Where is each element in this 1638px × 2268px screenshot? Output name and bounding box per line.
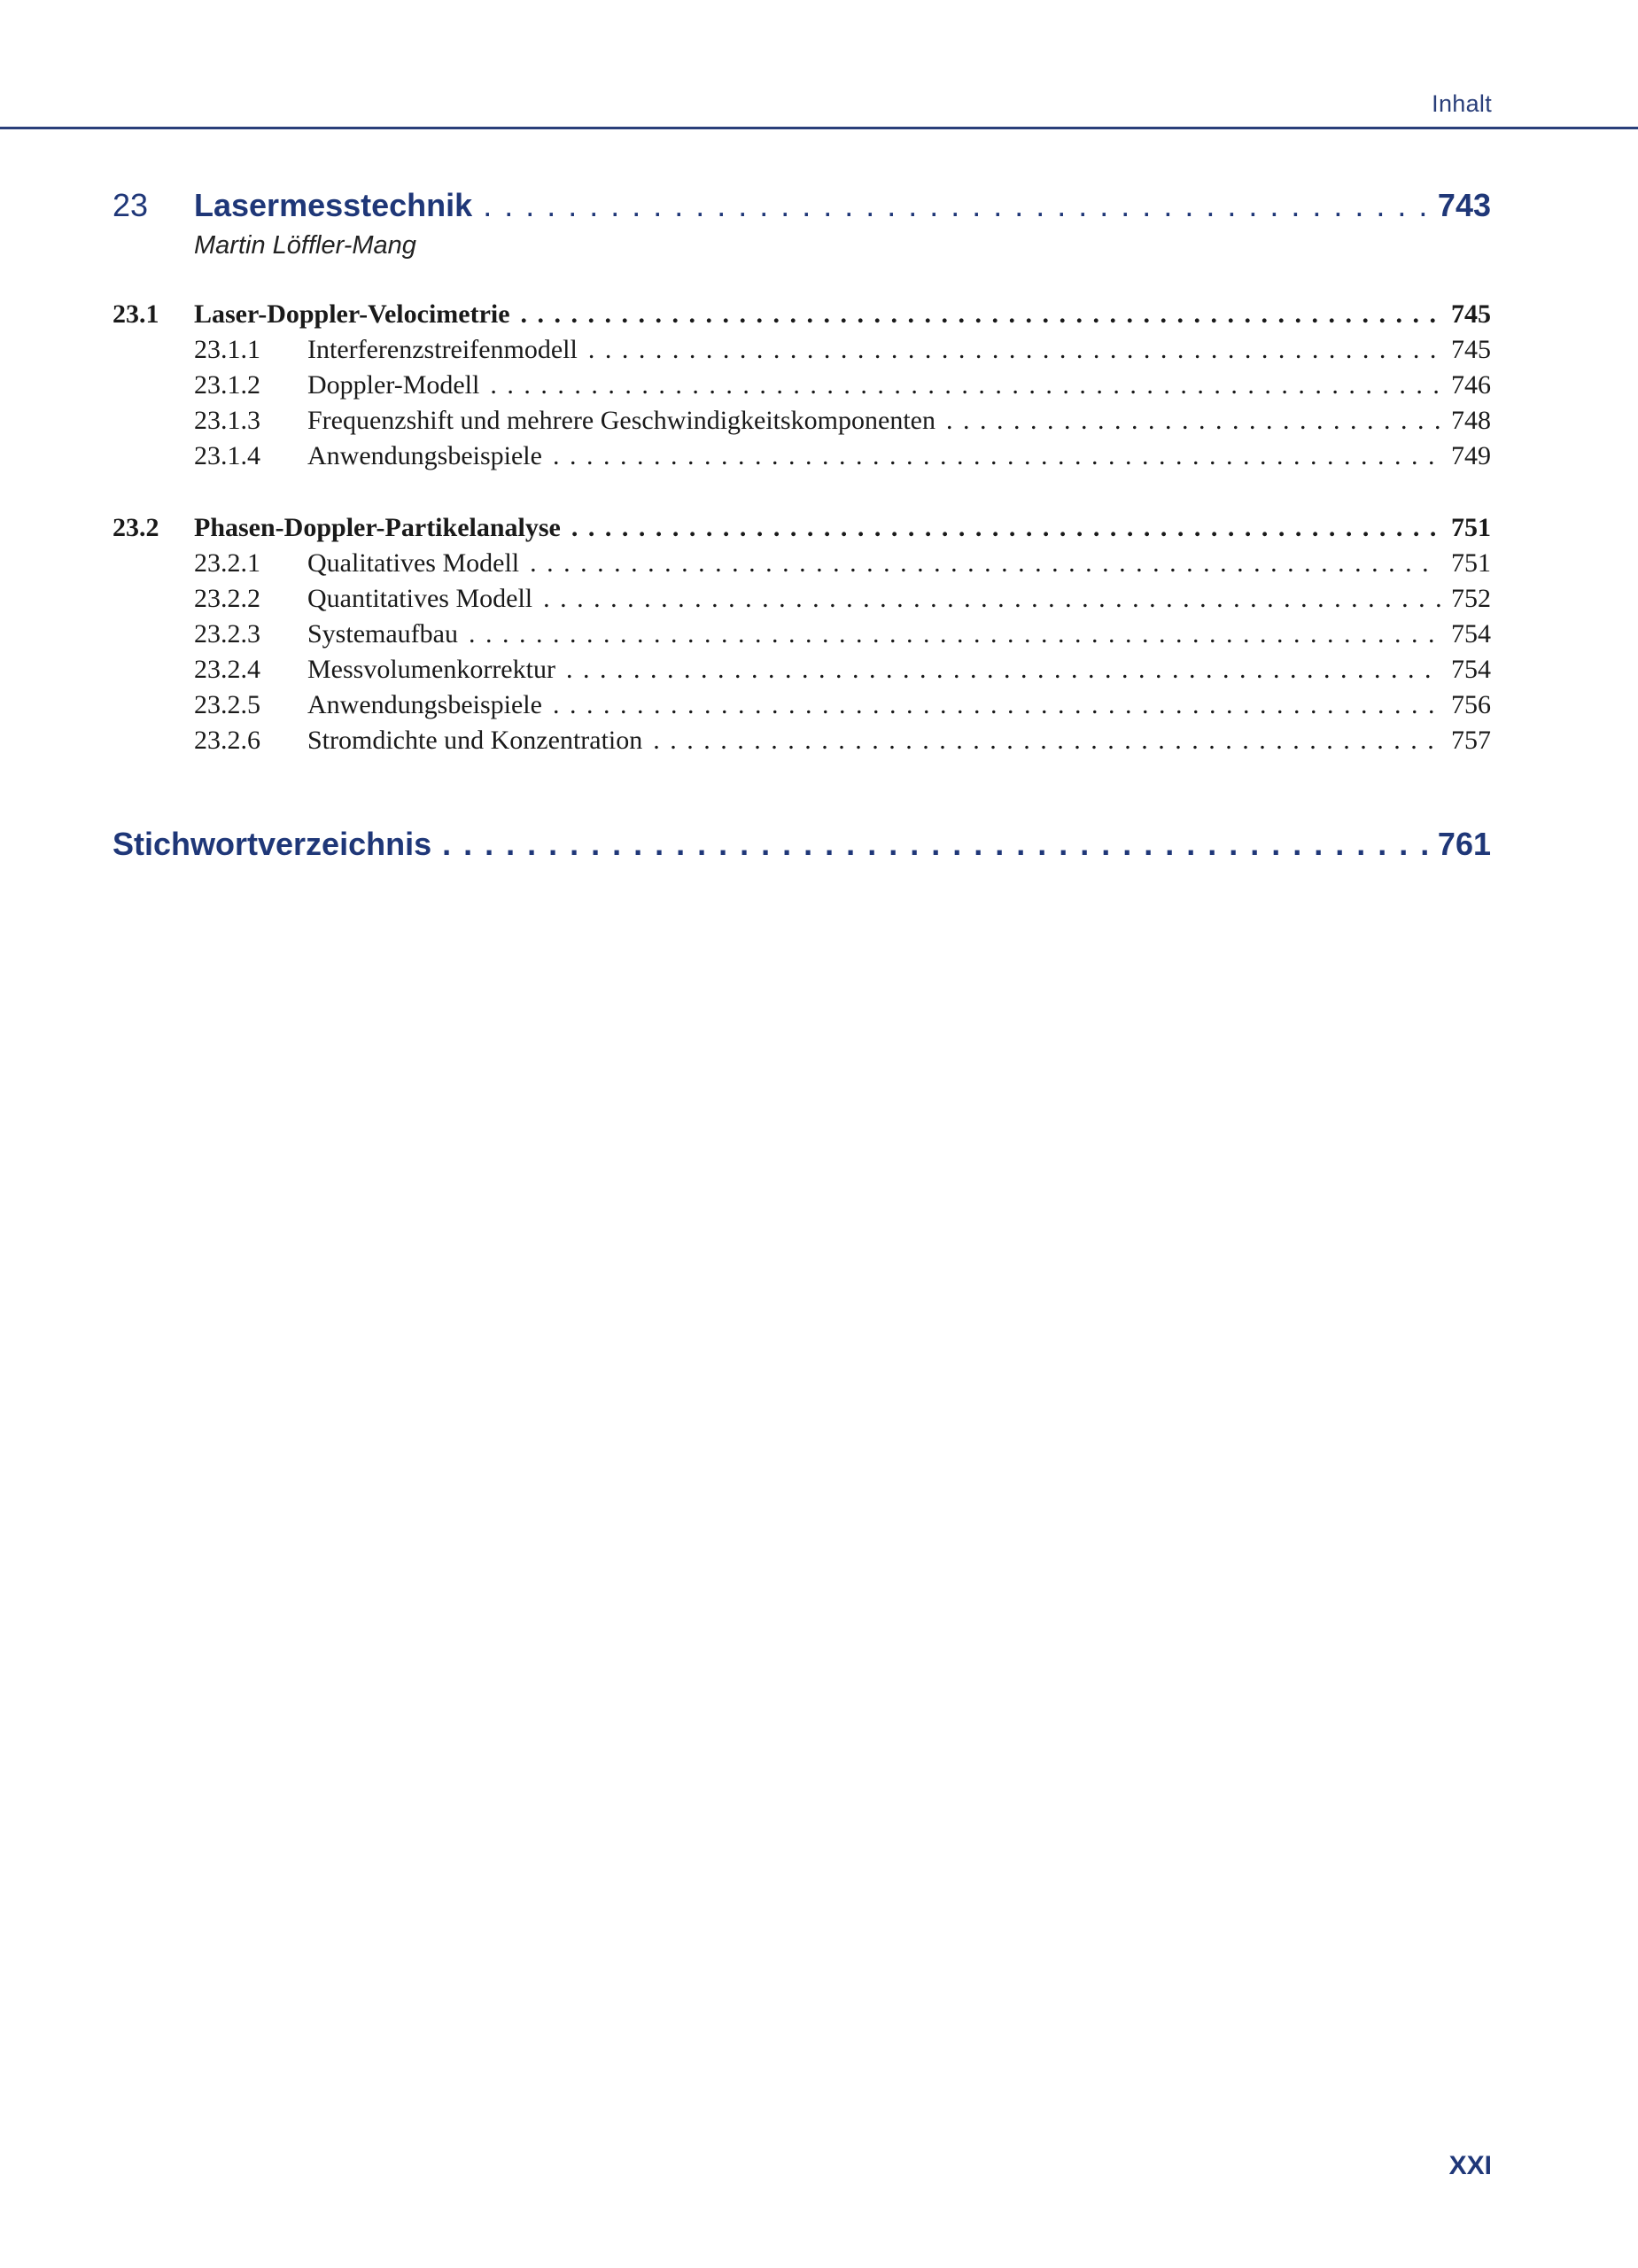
toc-index-entry[interactable] [113,826,1491,863]
subsection-number: 23.2.4 [194,655,260,684]
section-number: 23.2 [113,513,159,542]
subsection-page: 752 [1451,584,1491,613]
dot-leader [530,548,1440,579]
section-page: 751 [1451,513,1491,542]
subsection-page: 754 [1451,655,1491,684]
toc-subsection-entry[interactable] [113,619,1491,649]
toc-section-entry[interactable] [113,299,1491,330]
subsection-page: 745 [1451,335,1491,364]
subsection-title: Anwendungsbeispiele [307,441,542,470]
toc-subsection-entry[interactable] [113,584,1491,614]
toc-subsection-entry[interactable] [113,370,1491,400]
dot-leader [553,441,1440,471]
subsection-page: 757 [1451,726,1491,755]
toc-subsection-entry[interactable] [113,441,1491,471]
index-title: Stichwortverzeichnis [113,826,432,862]
dot-leader [490,370,1440,400]
toc-subsection-entry[interactable] [113,548,1491,579]
dot-leader [543,584,1440,614]
subsection-number: 23.2.6 [194,726,260,755]
section-number: 23.1 [113,299,159,329]
subsection-title: Frequenzshift und mehrere Geschwindigkeitskomponenten [307,406,935,435]
toc-subsection-entry[interactable] [113,726,1491,756]
toc-chapter-entry[interactable] [113,187,1491,224]
dot-leader [571,513,1440,543]
subsection-number: 23.2.2 [194,584,260,613]
subsection-number: 23.2.5 [194,690,260,719]
dot-leader [566,655,1440,685]
toc-subsection-entry[interactable] [113,690,1491,720]
index-page: 761 [1437,826,1491,862]
toc-subsection-entry[interactable] [113,335,1491,365]
toc-section-entry[interactable] [113,513,1491,543]
dot-leader [553,690,1440,720]
subsection-page: 756 [1451,690,1491,719]
subsection-title: Interferenzstreifenmodell [307,335,578,364]
subsection-title: Systemaufbau [307,619,458,649]
dot-leader [588,335,1440,365]
subsection-number: 23.2.1 [194,548,260,578]
section-title: Phasen-Doppler-Partikelanalyse [194,513,561,542]
subsection-title: Quantitatives Modell [307,584,533,613]
chapter-page: 743 [1437,187,1491,223]
page-folio: XXI [1448,2151,1492,2180]
subsection-number: 23.1.1 [194,335,260,364]
chapter-title: Lasermesstechnik [194,187,473,223]
toc-subsection-entry[interactable] [113,406,1491,436]
subsection-number: 23.1.2 [194,370,260,400]
dot-leader [946,406,1440,436]
subsection-number: 23.1.4 [194,441,260,470]
section-page: 745 [1451,299,1491,329]
subsection-title: Qualitatives Modell [307,548,520,578]
subsection-page: 754 [1451,619,1491,649]
section-title: Laser-Doppler-Velocimetrie [194,299,510,329]
subsection-title: Messvolumenkorrektur [307,655,555,684]
subsection-page: 751 [1451,548,1491,578]
subsection-title: Anwendungsbeispiele [307,690,542,719]
header-rule [0,127,1638,129]
subsection-page: 749 [1451,441,1491,470]
subsection-page: 746 [1451,370,1491,400]
subsection-title: Stromdichte und Konzentration [307,726,643,755]
dot-leader [469,619,1440,649]
subsection-number: 23.2.3 [194,619,260,649]
dot-leader [483,187,1427,224]
toc-subsection-entry[interactable] [113,655,1491,685]
dot-leader [442,826,1427,863]
subsection-page: 748 [1451,406,1491,435]
dot-leader [521,299,1440,330]
dot-leader [653,726,1440,756]
subsection-title: Doppler-Modell [307,370,480,400]
running-head: Inhalt [1432,90,1492,117]
subsection-number: 23.1.3 [194,406,260,435]
chapter-number: 23 [113,187,149,223]
chapter-author: Martin Löffler-Mang [194,231,416,260]
